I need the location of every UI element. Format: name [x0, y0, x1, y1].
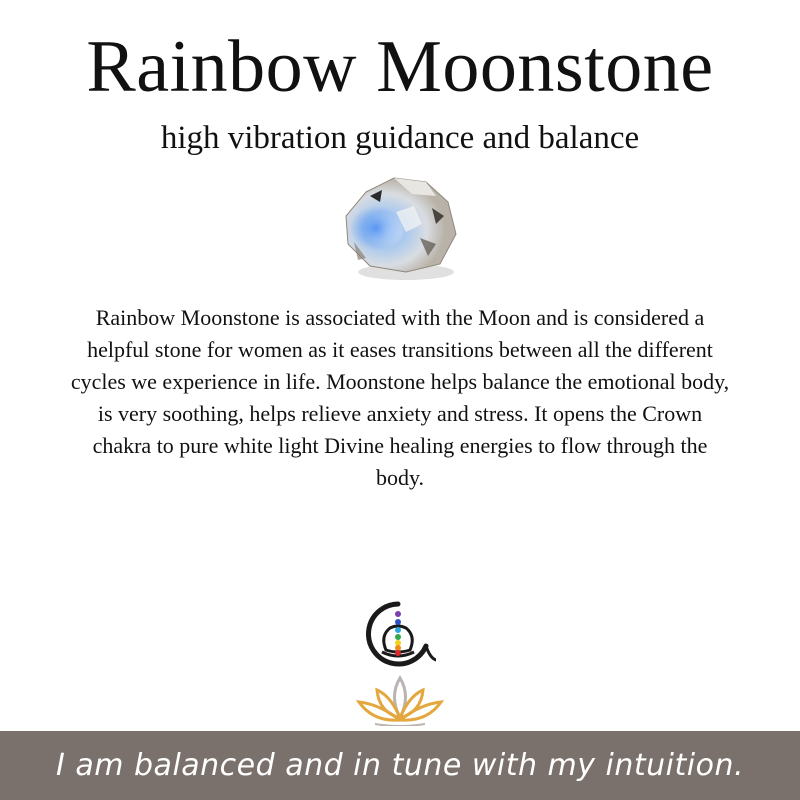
lotus-icon — [355, 672, 445, 726]
page-title: Rainbow Moonstone — [86, 26, 714, 108]
affirmation-text: I am balanced and in tune with my intuition. — [55, 748, 745, 783]
meditation-chakra-icon — [360, 600, 436, 668]
affirmation-banner — [0, 731, 800, 800]
description-text: Rainbow Moonstone is associated with the Moon and is considered a helpful stone for women as it eases transitions between all the different cycles we experience in life. Moonstone helps balance the emotional body, is very soothing, helps relieve anxiety and stress. It opens the Crown chakra to pure white light Divine healing energies to flow through the body. — [70, 305, 730, 490]
page-subtitle: high vibration guidance and balance — [160, 120, 640, 156]
moonstone-image — [336, 172, 462, 284]
